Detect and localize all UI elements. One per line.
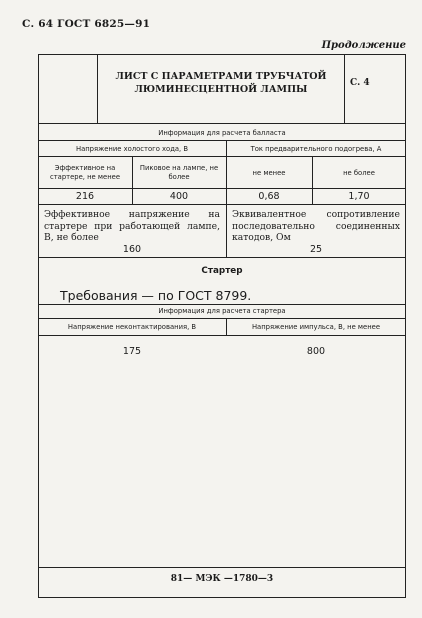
- col-no-contact-header: Напряжение неконтактирования, В: [67, 323, 197, 331]
- ballast-title-rule: [38, 140, 406, 141]
- open-circuit-header: Напряжение холостого хода, В: [75, 145, 189, 153]
- col-effective-header: Эффективное на стартере, не менее: [49, 164, 121, 181]
- footer-code: 81— МЭК —1780—3: [170, 574, 274, 584]
- val-no-contact: 175: [122, 346, 142, 357]
- starter-heading: Стартер: [201, 266, 243, 276]
- starter-requirements: Требования — по ГОСТ 8799.: [60, 288, 252, 303]
- val-pulse: 800: [306, 346, 326, 357]
- val-effective: 216: [75, 191, 95, 202]
- ballast-bottom-rule: [38, 257, 406, 258]
- page-reference: С. 64 ГОСТ 6825—91: [22, 18, 151, 30]
- starter-top-rule: [38, 304, 406, 305]
- sheet-title-line1: ЛИСТ С ПАРАМЕТРАМИ ТРУБЧАТОЙ: [115, 71, 327, 82]
- col-min-header: не менее: [252, 169, 286, 177]
- effective-voltage-value: 160: [122, 244, 142, 255]
- col-max-header: не более: [343, 169, 375, 177]
- footer-rule: [38, 567, 406, 568]
- starter-header-rule: [38, 335, 406, 336]
- title-divider-right: [344, 54, 345, 124]
- ballast-section-title: Информация для расчета балласта: [158, 129, 286, 137]
- effective-voltage-text: Эффективное напряжение на стартере при работающей лампе, В, не более: [44, 209, 220, 243]
- val-max: 1,70: [348, 191, 370, 202]
- continuation-label: Продолжение: [321, 40, 406, 51]
- ballast-header-rule: [38, 156, 406, 157]
- sheet-code: С. 4: [350, 78, 370, 88]
- title-bottom-rule: [38, 123, 406, 124]
- val-min: 0,68: [258, 191, 280, 202]
- starter-title-rule: [38, 318, 406, 319]
- sheet-title: [98, 70, 344, 96]
- col-pulse-header: Напряжение импульса, В, не менее: [251, 323, 381, 331]
- starter-section-title: Информация для расчета стартера: [158, 307, 286, 315]
- preheat-header: Ток предварительного подогрева, А: [250, 145, 382, 153]
- ballast-values-rule: [38, 204, 406, 205]
- sheet-title-line2: ЛЮМИНЕСЦЕНТНОЙ ЛАМПЫ: [134, 84, 308, 95]
- val-peak: 400: [169, 191, 189, 202]
- ballast-subheader-rule: [38, 188, 406, 189]
- equivalent-resistance-text: Эквивалентное сопротивление последовательно соединенных катодов, Ом: [232, 209, 400, 243]
- equivalent-resistance-value: 25: [309, 244, 323, 255]
- col-peak-header: Пиковое на лампе, не более: [139, 164, 219, 181]
